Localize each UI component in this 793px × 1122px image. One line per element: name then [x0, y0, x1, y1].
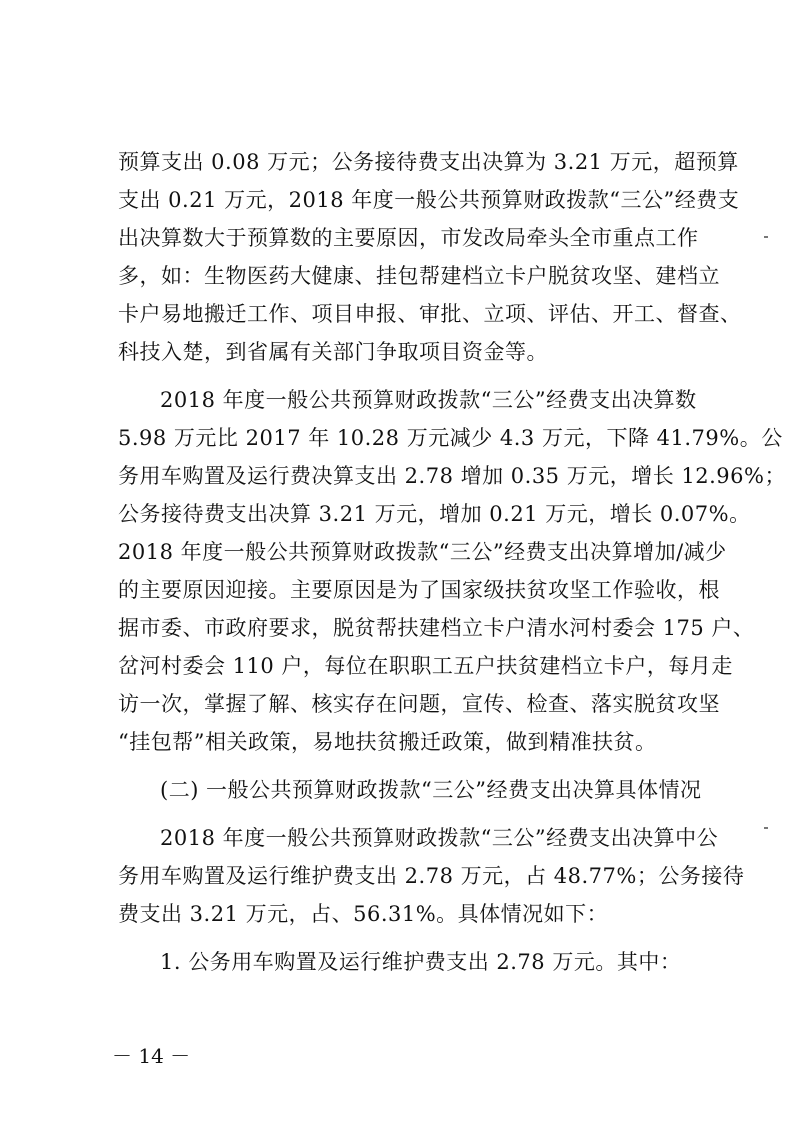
body-text-line: 2018 年度一般公共预算财政拨款“三公”经费支出决算增加/减少: [118, 540, 727, 564]
body-text-line: 多，如：生物医药大健康、挂包帮建档立卡户脱贫攻坚、建档立: [118, 264, 720, 288]
body-text-line: “挂包帮”相关政策，易地扶贫搬迁政策，做到精准扶贫。: [118, 730, 657, 754]
body-text-line: 出决算数大于预算数的主要原因，市发改局牵头全市重点工作: [118, 226, 699, 250]
paragraph-first-line: 2018 年度一般公共预算财政拨款“三公”经费支出决算数: [160, 388, 697, 412]
body-text-line: 岔河村委会 110 户，每位在职职工五户扶贫建档立卡户，每月走: [118, 654, 733, 678]
body-text-line: 5.98 万元比 2017 年 10.28 万元减少 4.3 万元，下降 41.79%。公: [118, 426, 783, 450]
list-item-line: 1. 公务用车购置及运行维护费支出 2.78 万元。其中：: [160, 950, 682, 974]
body-text-line: 务用车购置及运行费决算支出 2.78 增加 0.35 万元，增长 12.96%；: [118, 464, 786, 488]
body-text-line: 支出 0.21 万元，2018 年度一般公共预算财政拨款“三公”经费支: [118, 188, 740, 212]
body-text-line: 卡户易地搬迁工作、项目申报、审批、立项、评估、开工、督查、: [118, 302, 742, 326]
scan-mark: [764, 236, 768, 238]
body-text-line: 公务接待费支出决算 3.21 万元，增加 0.21 万元，增长 0.07%。: [118, 502, 751, 526]
body-text-line: 预算支出 0.08 万元；公务接待费支出决算为 3.21 万元，超预算: [118, 150, 739, 174]
body-text-line: 务用车购置及运行维护费支出 2.78 万元，占 48.77%；公务接待: [118, 864, 745, 888]
section-heading: (二) 一般公共预算财政拨款“三公”经费支出决算具体情况: [160, 778, 702, 802]
page-number: － 14 －: [112, 1044, 191, 1068]
scan-mark: [764, 827, 768, 829]
body-text-line: 费支出 3.21 万元，占、56.31%。具体情况如下：: [118, 902, 609, 926]
body-text-line: 的主要原因迎接。主要原因是为了国家级扶贫攻坚工作验收，根: [118, 578, 720, 602]
body-text-line: 访一次，掌握了解、核实存在问题，宣传、检查、落实脱贫攻坚: [118, 692, 720, 716]
paragraph-first-line: 2018 年度一般公共预算财政拨款“三公”经费支出决算中公: [160, 826, 719, 850]
body-text-line: 科技入楚，到省属有关部门争取项目资金等。: [118, 340, 548, 364]
body-text-line: 据市委、市政府要求，脱贫帮扶建档立卡户清水河村委会 175 户、: [118, 616, 755, 640]
